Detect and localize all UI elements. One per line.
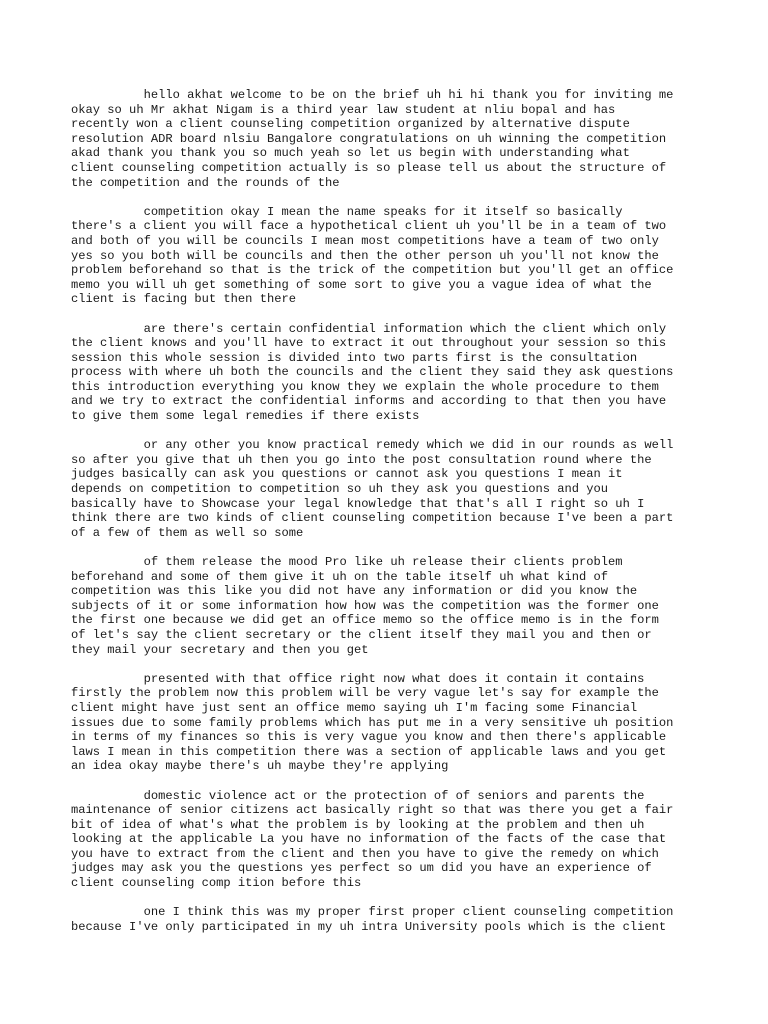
- transcript-text: [71, 88, 711, 934]
- paragraph-2: competition okay I mean the name speaks for it itself so basically there's a client you will face a hypothetical client uh you'll be in a team of two and both of you will be councils I mean most competitions have a team of two only yes so you both will be councils and then the other person uh you'll not know the problem beforehand so that is the trick of the competition but you'll get an office memo you will uh get something of some sort to give you a vague idea of what the client is facing but then there: [71, 204, 674, 307]
- paragraph-1: hello akhat welcome to be on the brief uh hi hi thank you for inviting me okay so uh Mr akhat Nigam is a third year law student at nliu bopal and has recently won a client counseling competition organized by alternative dispute resolution ADR board nlsiu Bangalore congratulations on uh winning the competition akad thank you thank you so much yeah so let us begin with understanding what client counseling competition actually is so please tell us about the structure of the competition and the rounds of the: [71, 88, 674, 190]
- paragraph-6: presented with that office right now what does it contain it contains firstly the problem now this problem will be very vague let's say for example the client might have just sent an office memo saying uh I'm facing some Financial issues due to some family problems which has put me in a very sensitive uh position in terms of my finances so this is very vague you know and then there's applicable laws I mean in this competition there was a section of applicable laws and you get an idea okay maybe there's uh maybe they're applying: [71, 671, 674, 774]
- paragraph-3: are there's certain confidential information which the client which only the client knows and you'll have to extract it out throughout your session so this session this whole session is divided into two parts first is the consultation process with where uh both the councils and the client they said they ask questions this introduction everything you know they we explain the whole procedure to them and we try to extract the confidential informs and according to that then you have to give them some legal remedies if there exists: [71, 321, 674, 424]
- paragraph-5: of them release the mood Pro like uh release their clients problem beforehand and some of them give it uh on the table itself uh what kind of competition was this like you did not have any information or did you know the subjects of it or some information how how was the competition was the former one the first one because we did get an office memo so the office memo is in the form of let's say the client secretary or the client itself they mail you and then or they mail your secretary and then you get: [71, 555, 659, 657]
- paragraph-4: or any other you know practical remedy which we did in our rounds as well so after you give that uh then you go into the post consultation round where the judges basically can ask you questions or cannot ask you questions I mean it depends on competition to competition so uh they ask you questions and you basically have to Showcase your legal knowledge that that's all I right so uh I think there are two kinds of client counseling competition because I've been a part of a few of them as well so some: [71, 438, 674, 540]
- paragraph-8: one I think this was my proper first proper client counseling competition because I've only participated in my uh intra University pools which is the client: [71, 905, 674, 934]
- paragraph-7: domestic violence act or the protection of of seniors and parents the maintenance of senior citizens act basically right so that was there you get a fair bit of idea of what's what the problem is by looking at the problem and then uh looking at the applicable La you have no information of the facts of the case that you have to extract from the client and then you have to give the remedy on which judges may ask you the questions yes perfect so um did you have an experience of client counseling comp ition before this: [71, 788, 674, 891]
